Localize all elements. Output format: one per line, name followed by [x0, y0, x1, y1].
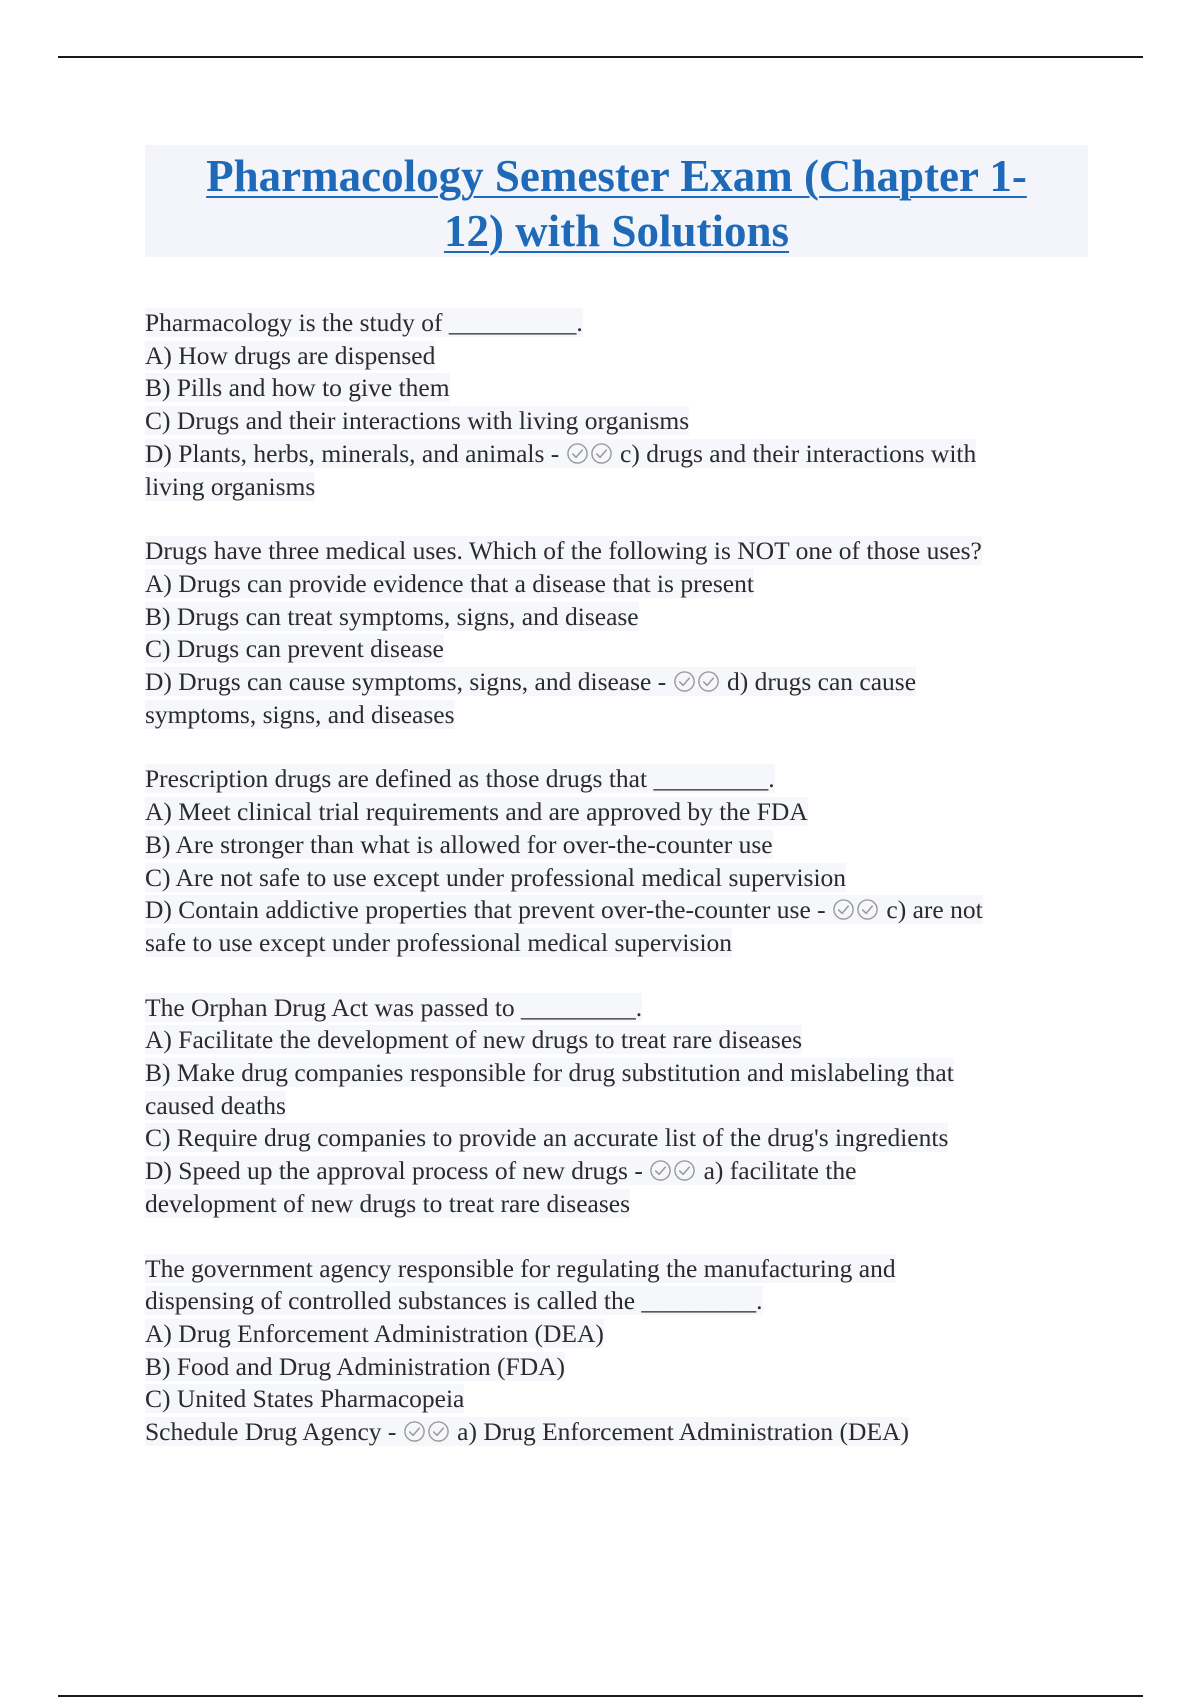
question-stem — [145, 1253, 1095, 1286]
answer-line-text — [145, 895, 983, 924]
title-line-2: 12) with Solutions — [443, 206, 790, 256]
line-text: A) Meet clinical trial requirements and are approved by the FDA — [145, 797, 808, 827]
question-line — [145, 1057, 1095, 1090]
line-text: A) Facilitate the development of new drugs to treat rare diseases — [145, 1025, 803, 1055]
option-d-text: Schedule Drug Agency - — [145, 1417, 403, 1447]
title-line-1: Pharmacology Semester Exam (Chapter 1- — [206, 151, 1027, 201]
line-text: dispensing of controlled substances is called the _________. — [145, 1286, 763, 1316]
question-line — [145, 568, 1095, 601]
line-text: C) Require drug companies to provide an accurate list of the drug's ingredients — [145, 1123, 949, 1153]
question-stem — [145, 535, 1095, 568]
answer-line-text — [145, 667, 916, 696]
question-line — [145, 1351, 1095, 1384]
line-text: A) Drug Enforcement Administration (DEA) — [145, 1318, 604, 1348]
question-stem — [145, 307, 1095, 340]
check-circle-icon — [673, 670, 696, 693]
document-title — [145, 145, 1088, 259]
check-circle-icon — [673, 1159, 696, 1182]
line-text: B) Make drug companies responsible for drug substitution and mislabeling that — [145, 1058, 954, 1088]
footer-rule — [58, 1695, 1143, 1697]
answer-continuation — [145, 471, 1095, 504]
answer-text: symptoms, signs, and diseases — [145, 699, 455, 729]
check-circle-icon — [856, 898, 879, 921]
check-circle-icon — [427, 1420, 450, 1443]
question-line — [145, 1318, 1095, 1351]
line-text: Pharmacology is the study of __________. — [145, 308, 583, 337]
question-line — [145, 633, 1095, 666]
answer-text: safe to use except under professional medical supervision — [145, 927, 733, 957]
line-text: B) Food and Drug Administration (FDA) — [145, 1351, 566, 1381]
question-line — [145, 405, 1095, 438]
line-text: C) Are not safe to use except under professional medical supervision — [145, 862, 847, 892]
answer-text: d) drugs can cause — [720, 667, 917, 697]
line-text: caused deaths — [145, 1090, 286, 1120]
line-text: Prescription drugs are defined as those drugs that _________. — [145, 764, 775, 794]
question-line — [145, 1090, 1095, 1123]
question-line — [145, 829, 1095, 862]
question-line — [145, 1122, 1095, 1155]
line-text: The Orphan Drug Act was passed to _________. — [145, 992, 643, 1022]
question-line — [145, 862, 1095, 895]
check-circle-icon — [649, 1159, 672, 1182]
line-text: A) Drugs can provide evidence that a disease that is present — [145, 568, 754, 598]
question-block — [145, 763, 1095, 959]
answer-line — [145, 1155, 1095, 1188]
question-stem — [145, 992, 1095, 1025]
question-line — [145, 796, 1095, 829]
check-circle-icon — [403, 1420, 426, 1443]
question-line — [145, 601, 1095, 634]
question-line — [145, 372, 1095, 405]
line-text: B) Are stronger than what is allowed for over-the-counter use — [145, 829, 773, 859]
question-line — [145, 1383, 1095, 1416]
option-d-text: D) Speed up the approval process of new drugs - — [145, 1156, 650, 1186]
answer-line-text — [145, 1156, 856, 1185]
question-line — [145, 1285, 1095, 1318]
title-banner — [145, 145, 1088, 257]
answer-line — [145, 666, 1095, 699]
answer-line-text — [145, 1417, 909, 1446]
answer-continuation — [145, 927, 1095, 960]
answer-line — [145, 894, 1095, 927]
question-line — [145, 340, 1095, 373]
option-d-text: D) Drugs can cause symptoms, signs, and disease - — [145, 667, 673, 697]
line-text: Drugs have three medical uses. Which of the following is NOT one of those uses? — [145, 536, 982, 566]
check-circle-icon — [590, 442, 613, 465]
answer-text: c) are not — [880, 895, 983, 925]
line-text: C) Drugs can prevent disease — [145, 634, 444, 664]
question-block — [145, 535, 1095, 731]
answer-line — [145, 1416, 1095, 1449]
answer-continuation — [145, 1188, 1095, 1221]
question-stem — [145, 763, 1095, 796]
answer-text: living organisms — [145, 471, 316, 501]
question-block — [145, 307, 1095, 503]
header-rule — [58, 56, 1143, 58]
line-text: B) Drugs can treat symptoms, signs, and disease — [145, 601, 639, 631]
question-block — [145, 1253, 1095, 1449]
option-d-text: D) Contain addictive properties that prevent over-the-counter use - — [145, 895, 833, 925]
option-d-text: D) Plants, herbs, minerals, and animals - — [145, 438, 566, 468]
question-line — [145, 1024, 1095, 1057]
check-circle-icon — [832, 898, 855, 921]
answer-text: development of new drugs to treat rare diseases — [145, 1188, 631, 1218]
answer-continuation — [145, 699, 1095, 732]
line-text: C) United States Pharmacopeia — [145, 1384, 465, 1414]
answer-line-text — [145, 439, 976, 468]
check-circle-icon — [566, 442, 589, 465]
question-block — [145, 992, 1095, 1221]
answer-text: a) Drug Enforcement Administration (DEA) — [450, 1417, 909, 1447]
line-text: C) Drugs and their interactions with living organisms — [145, 406, 690, 436]
answer-text: c) drugs and their interactions with — [613, 438, 977, 468]
line-text: The government agency responsible for regulating the manufacturing and — [145, 1253, 896, 1283]
line-text: A) How drugs are dispensed — [145, 340, 436, 370]
question-list — [145, 307, 1095, 1481]
line-text: B) Pills and how to give them — [145, 373, 450, 403]
answer-text: a) facilitate the — [697, 1156, 857, 1186]
answer-line — [145, 438, 1095, 471]
check-circle-icon — [697, 670, 720, 693]
